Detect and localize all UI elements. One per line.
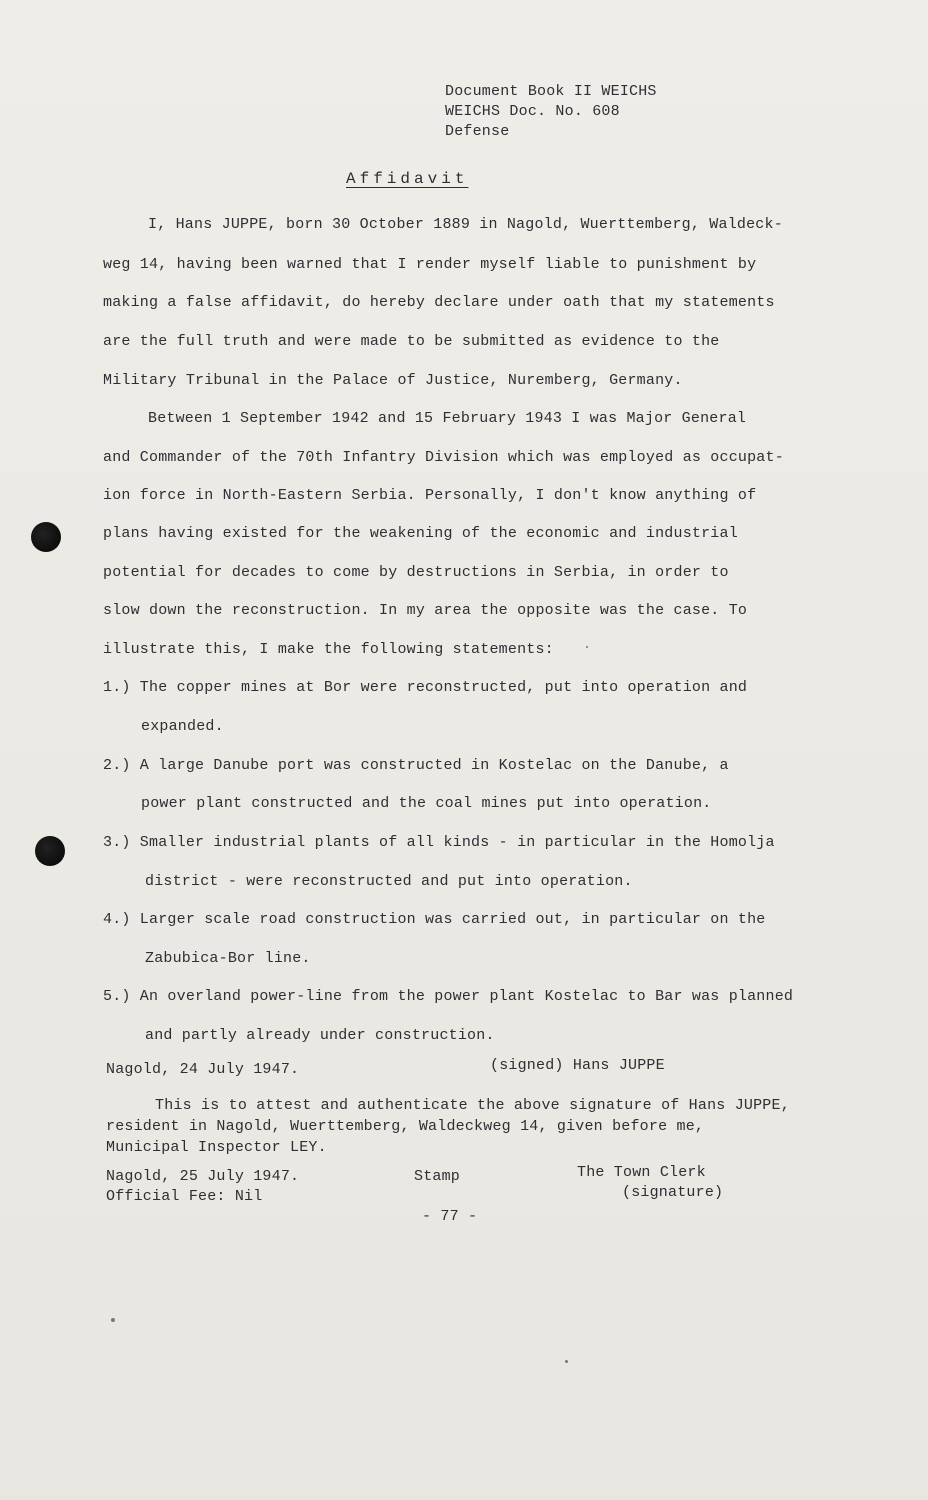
footer-stamp: Stamp — [414, 1168, 461, 1185]
intro-line: I, Hans JUPPE, born 30 October 1889 in Nagold, Wuerttemberg, Waldeck- — [148, 216, 783, 233]
body-line: slow down the reconstruction. In my area the opposite was the case. To — [103, 602, 748, 619]
list-item-continuation: expanded. — [141, 718, 224, 735]
signature-place-date: Nagold, 24 July 1947. — [106, 1061, 300, 1078]
list-item-continuation: Zabubica-Bor line. — [145, 950, 311, 967]
body-line: and Commander of the 70th Infantry Division which was employed as occupat- — [103, 449, 784, 466]
paper-speck — [586, 646, 588, 648]
intro-line: making a false affidavit, do hereby declare under oath that my statements — [103, 294, 775, 311]
list-item-continuation: power plant constructed and the coal mines put into operation. — [141, 795, 712, 812]
list-item: 5.) An overland power-line from the power plant Kostelac to Bar was planned — [103, 988, 794, 1005]
intro-line: weg 14, having been warned that I render myself liable to punishment by — [103, 256, 757, 273]
intro-line: are the full truth and were made to be submitted as evidence to the — [103, 333, 720, 350]
list-item: 1.) The copper mines at Bor were reconstructed, put into operation and — [103, 679, 748, 696]
body-line: Between 1 September 1942 and 15 February 1943 I was Major General — [148, 410, 747, 427]
list-item: 4.) Larger scale road construction was carried out, in particular on the — [103, 911, 766, 928]
attestation-line: This is to attest and authenticate the above signature of Hans JUPPE, — [155, 1097, 790, 1114]
signature-signed: (signed) Hans JUPPE — [490, 1057, 665, 1074]
header-defense: Defense — [445, 123, 510, 140]
intro-line: Military Tribunal in the Palace of Justice, Nuremberg, Germany. — [103, 372, 683, 389]
body-line: illustrate this, I make the following statements: — [103, 641, 554, 658]
body-line: ion force in North-Eastern Serbia. Personally, I don't know anything of — [103, 487, 757, 504]
body-line: plans having existed for the weakening of the economic and industrial — [103, 525, 738, 542]
page-number: - 77 - — [422, 1208, 478, 1225]
body-line: potential for decades to come by destructions in Serbia, in order to — [103, 564, 729, 581]
punch-hole-bottom — [35, 836, 65, 866]
attestation-line: resident in Nagold, Wuerttemberg, Waldeckweg 14, given before me, — [106, 1118, 705, 1135]
list-item-continuation: district - were reconstructed and put into operation. — [145, 873, 633, 890]
header-doc-number: WEICHS Doc. No. 608 — [445, 103, 620, 120]
footer-clerk-signature: (signature) — [622, 1184, 724, 1201]
footer-place-date: Nagold, 25 July 1947. — [106, 1168, 300, 1185]
paper-speck — [565, 1360, 568, 1363]
page-title: Affidavit — [346, 170, 469, 188]
footer-town-clerk: The Town Clerk — [577, 1164, 706, 1181]
header-doc-book: Document Book II WEICHS — [445, 83, 657, 100]
footer-official-fee: Official Fee: Nil — [106, 1188, 263, 1205]
attestation-line: Municipal Inspector LEY. — [106, 1139, 327, 1156]
punch-hole-top — [31, 522, 61, 552]
paper-speck — [111, 1318, 115, 1322]
list-item: 3.) Smaller industrial plants of all kinds - in particular in the Homolja — [103, 834, 775, 851]
list-item-continuation: and partly already under construction. — [145, 1027, 495, 1044]
list-item: 2.) A large Danube port was constructed in Kostelac on the Danube, a — [103, 757, 729, 774]
